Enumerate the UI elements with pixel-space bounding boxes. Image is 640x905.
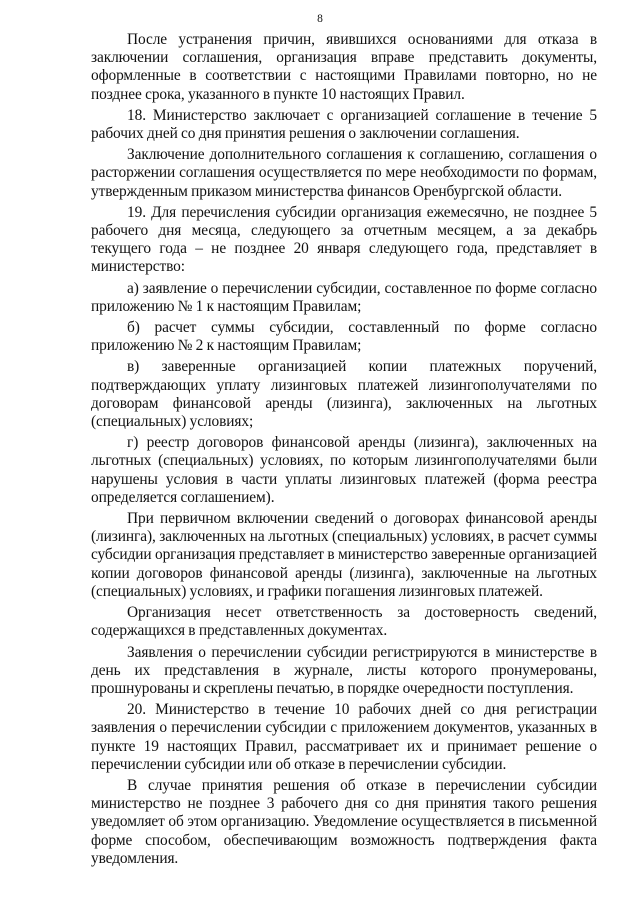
paragraph-additional-agreement: Заключение дополнительного соглашения к соглашению, соглашения о расторжении соглашения осуществляется по мере необходимости по формам, утвержденным приказом министерства финансов Оренбургской области. [91, 146, 597, 200]
paragraph-item-18: 18. Министерство заключает с организацией соглашение в течение 5 рабочих дней со дня принятия решения о заключении соглашения. [91, 106, 597, 143]
paragraph-item-19-a: а) заявление о перечислении субсидии, составленное по форме согласно приложению № 1 к настоящим Правилам; [91, 279, 597, 315]
paragraph-item-19-g: г) реестр договоров финансовой аренды (лизинга), заключенных на льготных (специальных) условиях, по которым лизингополучателями были нарушены условия в части уплаты лизинговых платежей (форма реестра определяется соглашением). [91, 434, 597, 506]
paragraph-item-19-b: б) расчет суммы субсидии, составленный по форме согласно приложению № 2 к настоящим Правилам; [91, 319, 597, 355]
paragraph-responsibility: Организация несет ответственность за достоверность сведений, содержащихся в представленных документах. [91, 604, 597, 640]
paragraph-item-20: 20. Министерство в течение 10 рабочих дней со дня регистрации заявления о перечислении субсидии с приложением документов, указанных в пункте 19 настоящих Правил, рассматривает их и принимает решение о перечислении субсидии или об отказе в перечислении субсидии. [91, 701, 597, 773]
paragraph-initial-inclusion: При первичном включении сведений о договорах финансовой аренды (лизинга), заключенных на льготных (специальных) условиях, в расчет суммы субсидии организация представляет в министерство заверенные организацией копии договоров финансовой аренды (лизинга), заключенные на льготных (специальных) условиях, и графики погашения лизинговых платежей. [91, 510, 597, 600]
paragraph-refusal-notice: В случае принятия решения об отказе в перечислении субсидии министерство не позднее 3 рабочего дня со дня принятия такого решения уведомляет об этом организацию. Уведомление осуществляется в письменной форме способом, обеспечивающим возможность подтверждения факта уведомления. [91, 776, 597, 867]
page-number: 8 [317, 13, 323, 25]
paragraph-item-19-v: в) заверенные организацией копии платежных поручений, подтверждающих уплату лизинговых платежей лизингополучателями по договорам финансовой аренды (лизинга), заключенных на льготных (специальных) условиях; [91, 358, 597, 431]
paragraph-resubmission: После устранения причин, явившихся основаниями для отказа в заключении соглашения, организация вправе представить документы, оформленные в соответствии с настоящими Правилами повторно, но не позднее срока, указанного в пункте 10 настоящих Правил. [91, 31, 597, 103]
paragraph-registration: Заявления о перечислении субсидии регистрируются в министерстве в день их представления в журнале, листы которого пронумерованы, прошнурованы и скреплены печатью, в порядке очередности поступления. [91, 643, 597, 697]
document-body [91, 31, 597, 871]
paragraph-item-19: 19. Для перечисления субсидии организация ежемесячно, не позднее 5 рабочего дня месяца, следующего за отчетным месяцем, а за декабрь текущего года – не позднее 20 января следующего года, представляет в министерство: [91, 203, 597, 276]
